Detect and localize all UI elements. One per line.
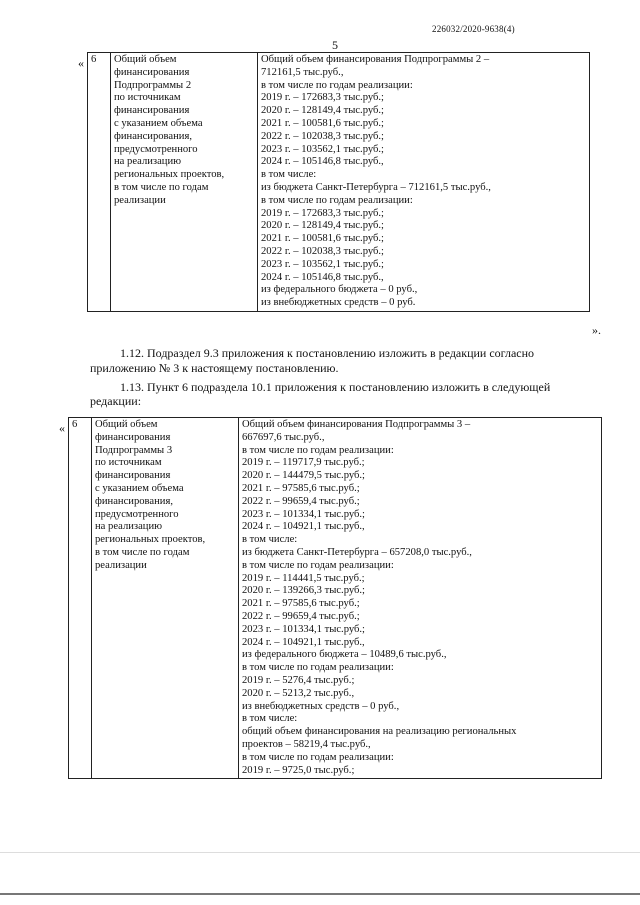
cell-line: общий объем финансирования на реализацию региональных [242, 726, 517, 738]
cell-line: 2020 г. – 128149,4 тыс.руб.; [261, 105, 384, 117]
scan-artifact-bottom-edge [0, 893, 640, 895]
cell-line: 2019 г. – 9725,0 тыс.руб.; [242, 764, 355, 776]
cell-line: с указанием объема [95, 482, 184, 494]
table-row [88, 53, 590, 312]
cell-line: 2024 г. – 104921,1 тыс.руб., [242, 521, 365, 533]
cell-line: из бюджета Санкт-Петербурга – 712161,5 тыс.руб., [261, 181, 491, 193]
cell-line: по источникам [114, 92, 181, 104]
paragraph-line: приложению № 3 к настоящему постановлению. [90, 361, 339, 375]
cell-line: 2020 г. – 5213,2 тыс.руб., [242, 687, 355, 699]
cell-line: Общий объем [95, 419, 158, 430]
cell-line: 667697,6 тыс.руб., [242, 431, 325, 443]
cell-line: Общий объем финансирования Подпрограммы 3 – [242, 419, 471, 430]
cell-line: в том числе по годам реализации: [242, 751, 394, 763]
cell-line: региональных проектов, [95, 534, 206, 546]
cell-line: в том числе по годам реализации: [242, 559, 394, 571]
financing-table-subprogram-2 [87, 52, 590, 312]
cell-line: 2023 г. – 101334,1 тыс.руб.; [242, 623, 365, 635]
paragraph-1-12 [120, 346, 590, 361]
paragraph-line: редакции: [90, 394, 142, 408]
cell-line: предусмотренного [95, 508, 179, 520]
cell-line: финансирования, [114, 130, 192, 142]
cell-line: в том числе по годам [95, 546, 190, 558]
cell-line: в том числе: [261, 169, 317, 181]
cell-line: в том числе по годам реализации: [242, 444, 394, 456]
cell-line: 712161,5 тыс.руб., [261, 66, 344, 78]
cell-line: реализации [114, 194, 166, 206]
cell-line: Подпрограммы 3 [95, 444, 173, 456]
cell-line: на реализацию [95, 521, 163, 533]
cell-line: финансирования [114, 66, 190, 78]
cell-line: реализации [95, 559, 147, 571]
cell-line: 2020 г. – 144479,5 тыс.руб.; [242, 470, 365, 482]
paragraph-1-13 [120, 380, 598, 395]
cell-line: 2021 г. – 100581,6 тыс.руб.; [261, 117, 384, 129]
cell-line: из бюджета Санкт-Петербурга – 657208,0 тыс.руб., [242, 546, 472, 558]
cell-line: с указанием объема [114, 117, 203, 129]
cell-line: в том числе по годам [114, 181, 209, 193]
cell-line: по источникам [95, 457, 162, 469]
scan-artifact-line [0, 852, 640, 853]
cell-line: Общий объем [114, 54, 177, 65]
table1-left-cell [111, 53, 258, 312]
table2-right-cell [239, 418, 602, 779]
cell-line: 2019 г. – 172683,3 тыс.руб.; [261, 92, 384, 104]
cell-line: 2020 г. – 128149,4 тыс.руб.; [261, 220, 384, 232]
cell-line: 2023 г. – 103562,1 тыс.руб.; [261, 258, 384, 270]
cell-line: из внебюджетных средств – 0 руб. [261, 297, 416, 309]
cell-line: финансирования [95, 470, 171, 482]
cell-line: 2024 г. – 105146,8 тыс.руб., [261, 271, 384, 283]
paragraph-line: 1.13. Пункт 6 подраздела 10.1 приложения к постановлению изложить в следующей [120, 380, 551, 394]
cell-line: 2023 г. – 103562,1 тыс.руб.; [261, 143, 384, 155]
cell-line: Общий объем финансирования Подпрограммы 2 – [261, 54, 490, 65]
cell-line: в том числе: [242, 534, 298, 546]
cell-line: финансирования [95, 431, 171, 443]
paragraph-line: 1.12. Подраздел 9.3 приложения к постановлению изложить в редакции согласно [120, 346, 535, 360]
cell-line: на реализацию [114, 156, 182, 168]
paragraph-1-12-cont [90, 361, 590, 376]
cell-line: 2019 г. – 172683,3 тыс.руб.; [261, 207, 384, 219]
cell-line: 2020 г. – 139266,3 тыс.руб.; [242, 585, 365, 597]
cell-line: 2019 г. – 119717,9 тыс.руб.; [242, 457, 365, 469]
cell-line: в том числе по годам реализации: [261, 79, 413, 91]
cell-line: 2019 г. – 114441,5 тыс.руб.; [242, 572, 365, 584]
cell-line: 2024 г. – 104921,1 тыс.руб., [242, 636, 365, 648]
cell-line: проектов – 58219,4 тыс.руб., [242, 738, 371, 750]
table2-row-number: 6 [69, 418, 92, 779]
cell-line: из федерального бюджета – 10489,6 тыс.руб., [242, 649, 447, 661]
table2-open-quote: « [59, 421, 65, 435]
cell-line: в том числе по годам реализации: [261, 194, 413, 206]
financing-table-subprogram-3 [68, 417, 602, 779]
table-row [69, 418, 602, 779]
cell-line: 2019 г. – 5276,4 тыс.руб.; [242, 674, 355, 686]
cell-line: в том числе по годам реализации: [242, 662, 394, 674]
cell-line: предусмотренного [114, 143, 198, 155]
cell-line: 2021 г. – 100581,6 тыс.руб.; [261, 233, 384, 245]
table1-row-number: 6 [88, 53, 111, 312]
cell-line: 2022 г. – 102038,3 тыс.руб.; [261, 245, 384, 257]
cell-line: финансирования, [95, 495, 173, 507]
paragraph-1-13-cont [90, 394, 590, 409]
cell-line: 2022 г. – 102038,3 тыс.руб.; [261, 130, 384, 142]
cell-line: 2022 г. – 99659,4 тыс.руб.; [242, 610, 360, 622]
cell-line: региональных проектов, [114, 169, 225, 181]
table2-left-cell [92, 418, 239, 779]
cell-line: финансирования [114, 105, 190, 117]
cell-line: 2024 г. – 105146,8 тыс.руб., [261, 156, 384, 168]
cell-line: 2023 г. – 101334,1 тыс.руб.; [242, 508, 365, 520]
cell-line: из внебюджетных средств – 0 руб., [242, 700, 400, 712]
cell-line: 2021 г. – 97585,6 тыс.руб.; [242, 598, 360, 610]
table1-right-cell [258, 53, 590, 312]
cell-line: из федерального бюджета – 0 руб., [261, 284, 418, 296]
table1-close-quote: ». [592, 323, 601, 337]
cell-line: в том числе: [242, 713, 298, 725]
cell-line: 2021 г. – 97585,6 тыс.руб.; [242, 482, 360, 494]
page-number: 5 [332, 38, 338, 52]
cell-line: 2022 г. – 99659,4 тыс.руб.; [242, 495, 360, 507]
document-number: 226032/2020-9638(4) [432, 24, 515, 34]
cell-line: Подпрограммы 2 [114, 79, 192, 91]
table1-open-quote: « [78, 56, 84, 70]
